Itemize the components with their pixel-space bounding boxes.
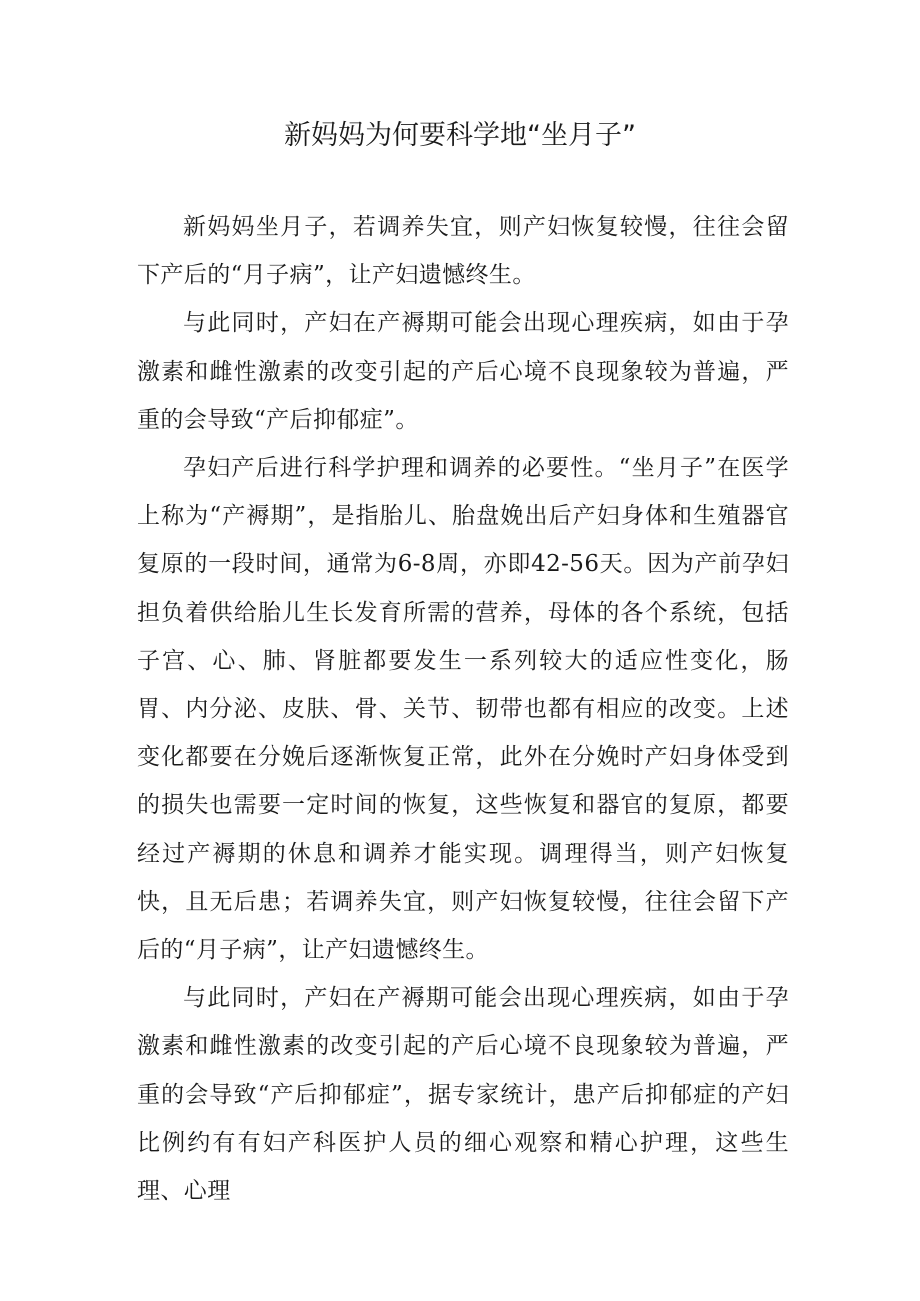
paragraph-1: 新妈妈坐月子，若调养失宜，则产妇恢复较慢，往往会留下产后的“月子病”，让产妇遗憾终生。	[137, 214, 789, 289]
paragraph-2: 与此同时，产妇在产褥期可能会出现心理疾病，如由于孕激素和雌性激素的改变引起的产后心境不良现象较为普遍，严重的会导致“产后抑郁症”。	[137, 310, 789, 433]
paragraph-3: 孕妇产后进行科学护理和调养的必要性。“坐月子”在医学上称为“产褥期”，是指胎儿、胎盘娩出后产妇身体和生殖器官复原的一段时间，通常为6-8周，亦即42-56天。因为产前孕妇担负着供给胎儿生长发育所需的营养，母体的各个系统，包括子宫、心、肺、肾脏都要发生一系列较大的适应性变化，肠胃、内分泌、皮肤、骨、关节、韧带也都有相应的改变。上述变化都要在分娩后逐渐恢复正常，此外在分娩时产妇身体受到的损失也需要一定时间的恢复，这些恢复和器官的复原，都要经过产褥期的休息和调养才能实现。调理得当，则产妇恢复快，且无后患；若调养失宜，则产妇恢复较慢，往往会留下产后的“月子病”，让产妇遗憾终生。	[137, 455, 789, 964]
document-title: 新妈妈为何要科学地“坐月子”	[284, 120, 636, 151]
document-body	[137, 203, 789, 1215]
paragraph-4: 与此同时，产妇在产褥期可能会出现心理疾病，如由于孕激素和雌性激素的改变引起的产后心境不良现象较为普遍，严重的会导致“产后抑郁症”，据专家统计，患产后抑郁症的产妇比例约有有妇产科医护人员的细心观察和精心护理，这些生理、心理	[137, 985, 789, 1205]
